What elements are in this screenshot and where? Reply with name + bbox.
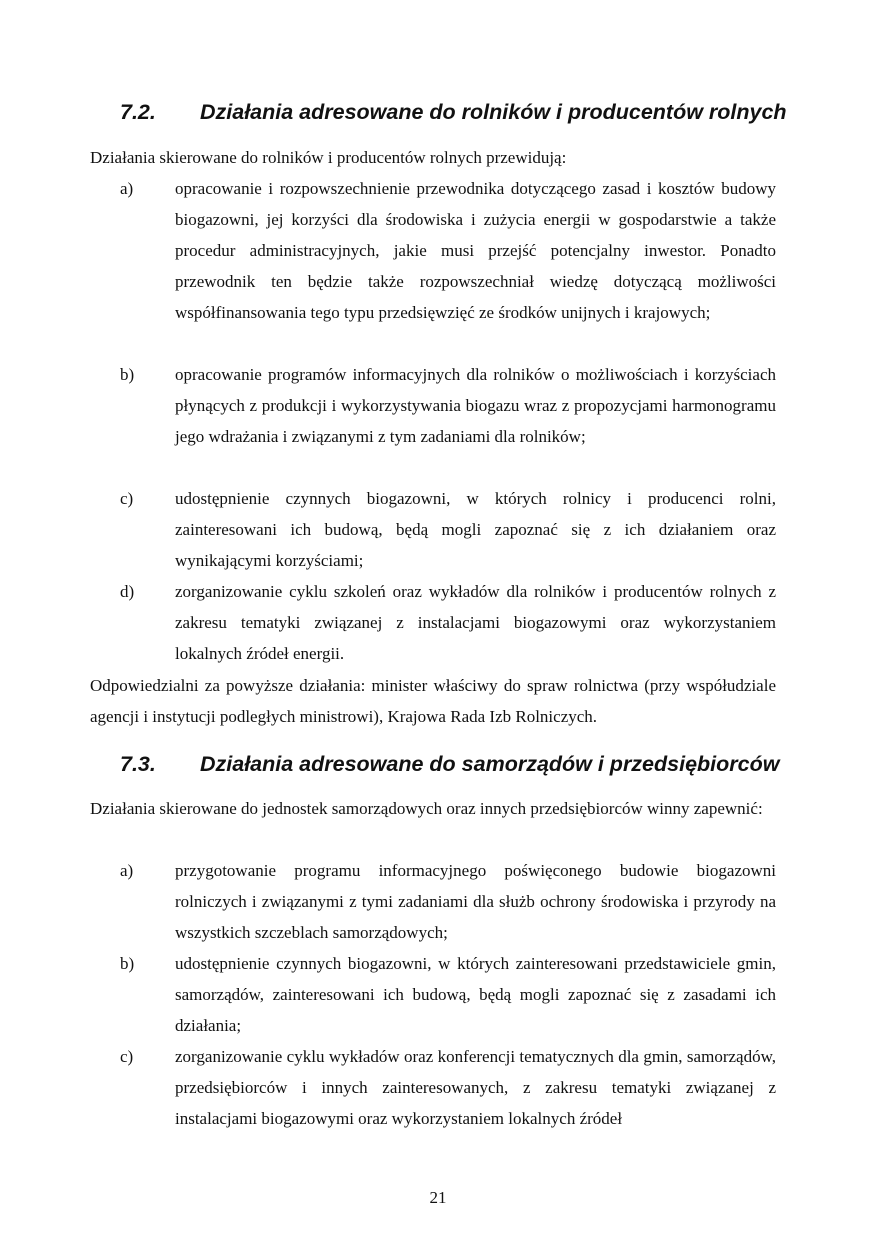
list-item-label: a) <box>120 179 134 198</box>
list-item-label: d) <box>120 582 135 601</box>
list-item-text: udostępnienie czynnych biogazowni, w których zainteresowani przedstawiciele gmin, samorządów, zainteresowani ich budową, będą mogli zapoznać się z zasadami ich działania; <box>175 954 776 1035</box>
responsible-note: Odpowiedzialni za powyższe działania: minister właściwy do spraw rolnictwa (przy współudziale agencji i instytucji podległych ministrowi), Krajowa Rada Izb Rolniczych. <box>90 676 776 726</box>
list-item-label: a) <box>120 861 134 880</box>
list-item-label: c) <box>120 489 134 508</box>
list-item-label: c) <box>120 1047 134 1066</box>
section-number: 7.2. <box>120 100 156 124</box>
list-item-text: udostępnienie czynnych biogazowni, w których rolnicy i producenci rolni, zainteresowani ich budową, będą mogli zapoznać się z ich działaniem oraz wynikającymi korzyściami; <box>175 489 776 570</box>
section-intro: Działania skierowane do rolników i producentów rolnych przewidują: <box>90 148 567 167</box>
list-item-label: b) <box>120 954 135 973</box>
section-heading-7-2 <box>120 100 786 125</box>
list-item-text: zorganizowanie cyklu szkoleń oraz wykładów dla rolników i producentów rolnych z zakresu tematyki związanej z instalacjami biogazowymi oraz wykorzystaniem lokalnych źródeł energii. <box>175 582 776 663</box>
list-item-text: zorganizowanie cyklu wykładów oraz konferencji tematycznych dla gmin, samorządów, przedsiębiorców i innych zainteresowanych, z zakresu tematyki związanej z instalacjami biogazowymi oraz wykorzystaniem lokalnych źródeł <box>175 1047 776 1128</box>
list-item-text: przygotowanie programu informacyjnego poświęconego budowie biogazowni rolniczych i związanymi z tymi zadaniami dla służb ochrony środowiska i przyrody na wszystkich szczeblach samorządowych; <box>175 861 776 942</box>
section-heading-7-3 <box>120 752 786 777</box>
list-item-text: opracowanie i rozpowszechnienie przewodnika dotyczącego zasad i kosztów budowy biogazowni, jej korzyści dla środowiska i zużycia energii w gospodarstwie a także procedur administracyjnych, jakie musi przejść potencjalny inwestor. Ponadto przewodnik ten będzie także rozpowszechniał wiedzę dotyczącą możliwości współfinansowania tego typu przedsięwzięć ze środków unijnych i krajowych; <box>175 179 776 322</box>
list-item-label: b) <box>120 365 135 384</box>
section-number: 7.3. <box>120 752 156 776</box>
section-title: Działania adresowane do samorządów i przedsiębiorców <box>200 752 780 776</box>
section-intro: Działania skierowane do jednostek samorządowych oraz innych przedsiębiorców winny zapewnić: <box>90 799 763 818</box>
section-title: Działania adresowane do rolników i producentów rolnych <box>200 100 787 124</box>
page-number: 21 <box>429 1188 447 1207</box>
list-item-text: opracowanie programów informacyjnych dla rolników o możliwościach i korzyściach płynących z produkcji i wykorzystywania biogazu wraz z propozycjami harmonogramu jego wdrażania i związanymi z tym zadaniami dla rolników; <box>175 365 776 446</box>
